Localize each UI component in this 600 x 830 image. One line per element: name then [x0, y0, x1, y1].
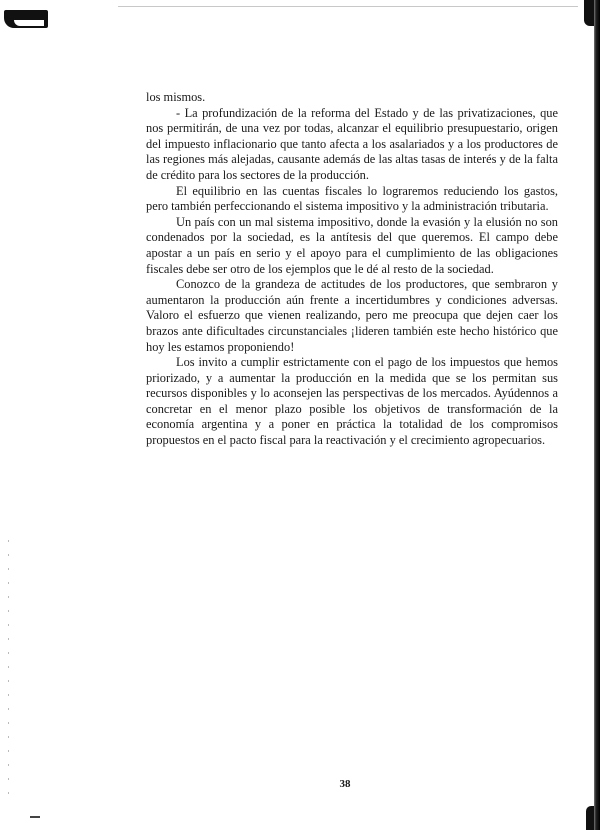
paragraph-state-reform: - La profundización de la reforma del Estado y de las privatizaciones, que nos permitirán, de una vez por todas, alcanzar el equilibrio presupuestario, origen del impuesto inflacionario que tanto afecta a los asalariados y a los productores de las regiones más alejadas, causante además de las altas tasas de interés y de la falta de crédito para los sectores de la producción.: [146, 105, 558, 182]
scan-right-corner-top: [584, 0, 594, 26]
scan-bottom-left-mark: [30, 816, 40, 818]
page-number: 38: [339, 778, 351, 790]
scan-left-edge-dots: [8, 540, 9, 800]
scan-corner-mark: [4, 10, 48, 28]
scan-top-edge: [118, 6, 578, 7]
paragraph-continuation: los mismos.: [146, 90, 206, 104]
paragraph-invitation: Los invito a cumplir estrictamente con el pago de los impuestos que hemos priorizado, y a aumentar la producción en la medida que se los permitan sus recursos disponibles y lo aconsejen las perspectivas de los mercados. Ayúdennos a concretar en el menor plazo posible los objetivos de transformación de la economía argentina y a poner en práctica la totalidad de los compromisos propuestos en el pacto fiscal para la reactivación y el crecimiento agropecuarios.: [146, 355, 558, 448]
body-text: [146, 90, 558, 449]
paragraph-fiscal-balance: El equilibrio en las cuentas fiscales lo lograremos reduciendo los gastos, pero también perfeccionando el sistema impositivo y la administración tributaria.: [146, 183, 558, 214]
paragraph-producers: Conozco de la grandeza de actitudes de los productores, que sembraron y aumentaron la producción aún frente a incertidumbres y condiciones adversas. Valoro el esfuerzo que vienen realizando, pero me preocupa que dejen caer los brazos ante dificultades circunstanciales ¡lideren también este hecho histórico que hoy les estamos proponiendo!: [146, 277, 558, 354]
scan-right-edge: [594, 0, 600, 830]
paragraph-tax-system: Un país con un mal sistema impositivo, donde la evasión y la elusión no son condenados por la sociedad, es la antítesis del que queremos. El campo debe apostar a un país en serio y el apoyo para el cumplimiento de las obligaciones fiscales debe ser otro de los ejemplos que le dé al resto de la sociedad.: [146, 214, 558, 276]
scan-right-corner-bottom: [586, 806, 594, 830]
